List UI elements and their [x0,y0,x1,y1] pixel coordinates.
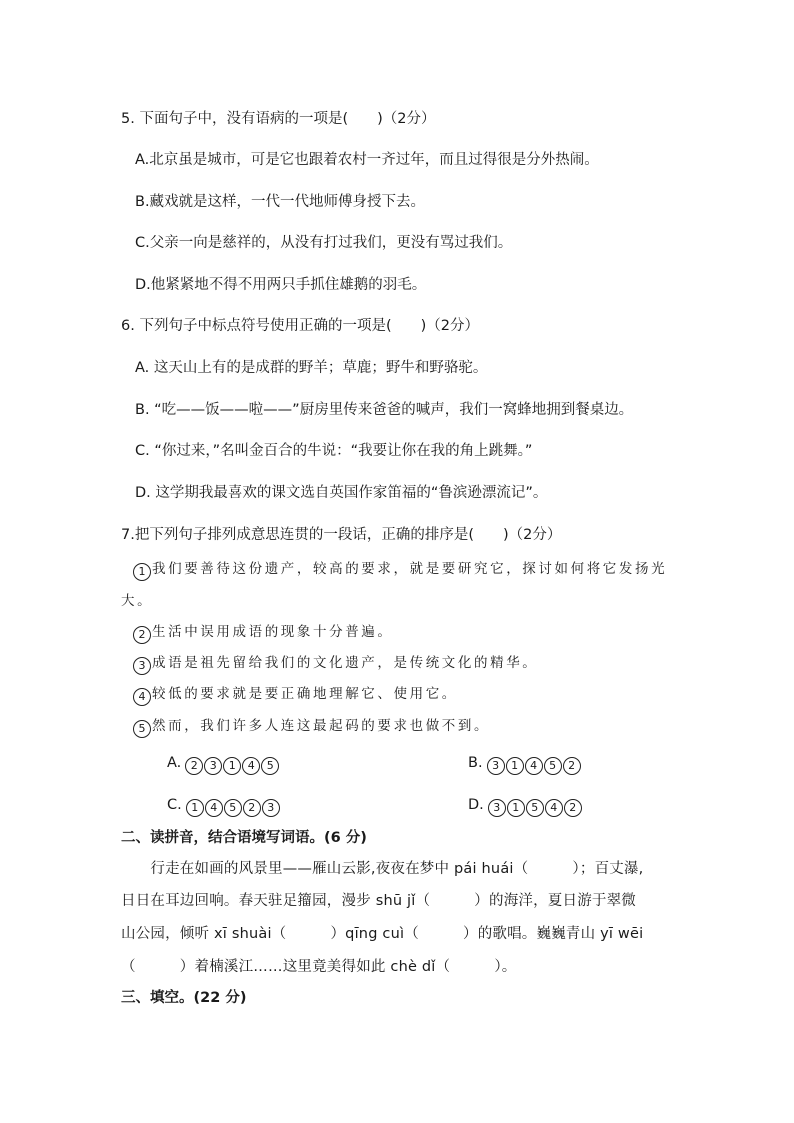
circled-number: 3 [487,757,505,775]
q6-option-b: B. “吃——饭——啦——”厨房里传来爸爸的喊声，我们一窝蜂地拥到餐桌边。 [135,402,634,418]
sentence-text: 然而，我们许多人连这最起码的要求也做不到。 [152,718,491,734]
choice-letter: B. [468,755,483,771]
circled-number: 3 [488,799,506,817]
circled-number: 2 [564,799,582,817]
circled-number: 4 [205,799,223,817]
circled-number: 2 [243,799,261,817]
q7-sentence-1 [133,559,667,581]
q7-choice-b [468,753,582,775]
q7-sentence-4 [133,684,458,706]
choice-letter: C. [167,797,182,813]
section2-line-2: 日日在耳边回响。春天驻足籀园，漫步 shū jǐ（ ）的海洋，夏日游于翠微 [121,893,637,909]
q7-choice-d [468,795,583,817]
q6-option-a: A. 这天山上有的是成群的野羊；草鹿；野牛和野骆驼。 [135,360,488,376]
sentence-text: 较低的要求就是要正确地理解它、使用它。 [152,686,458,702]
circled-number: 1 [133,563,151,581]
circled-number: 1 [223,757,241,775]
circled-number: 4 [133,688,151,706]
circled-number: 4 [545,799,563,817]
section2-line-3: 山公园，倾听 xī shuài（ ）qīng cuì（ ）的歌唱。巍巍青山 yī wēi [121,926,644,942]
circled-number: 5 [261,757,279,775]
circled-number: 1 [186,799,204,817]
choice-letter: D. [468,797,484,813]
q7-sentence-5 [133,716,490,738]
q5-option-b: B.藏戏就是这样，一代一代地师傅身授下去。 [135,194,426,210]
circled-number: 4 [242,757,260,775]
circled-number: 5 [224,799,242,817]
circled-number: 1 [506,757,524,775]
q7-sentence-2 [133,622,394,644]
sentence-text: 成语是祖先留给我们的文化遗产，是传统文化的精华。 [152,655,539,671]
circled-number: 2 [185,757,203,775]
circled-number: 2 [563,757,581,775]
circled-number: 1 [507,799,525,817]
circled-number: 5 [133,720,151,738]
choice-letter: A. [167,755,182,771]
q5-option-a: A.北京虽是城市，可是它也跟着农村一齐过年，而且过得很是分外热闹。 [135,152,599,168]
circled-number: 3 [133,657,151,675]
section3-heading: 三、填空。(22 分) [121,990,247,1006]
q7-choice-a [167,753,280,775]
circled-number: 4 [525,757,543,775]
q7-sentence-1-cont: 大。 [121,593,154,609]
sentence-text: 生活中误用成语的现象十分普遍。 [152,624,394,640]
circled-number: 3 [262,799,280,817]
sentence-text: 我们要善待这份遗产，较高的要求，就是要研究它，探讨如何将它发扬光 [152,561,668,577]
section2-line-1: 行走在如画的风景里——雁山云影,夜夜在梦中 pái huái（ ）；百丈瀑, [121,861,644,877]
q5-option-d: D.他紧紧地不得不用两只手抓住雄鹅的羽毛。 [135,277,427,293]
circled-number: 2 [133,626,151,644]
q6-option-c: C. “你过来，”名叫金百合的牛说：“我要让你在我的角上跳舞。” [135,443,533,459]
q5-option-c: C.父亲一向是慈祥的，从没有打过我们，更没有骂过我们。 [135,235,513,251]
circled-number: 5 [544,757,562,775]
q5-stem: 5. 下面句子中，没有语病的一项是( )（2分） [121,111,436,127]
section2-line-4: （ ）着楠溪江……这里竟美得如此 chè dǐ（ ）。 [121,959,517,975]
circled-number: 5 [526,799,544,817]
q6-option-d: D. 这学期我最喜欢的课文选自英国作家笛福的“鲁滨逊漂流记”。 [135,485,548,501]
circled-number: 3 [204,757,222,775]
q7-choice-c [167,795,281,817]
section2-heading: 二、读拼音，结合语境写词语。(6 分) [121,830,367,846]
q6-stem: 6. 下列句子中标点符号使用正确的一项是( )（2分） [121,318,479,334]
q7-sentence-3 [133,653,538,675]
q7-stem: 7.把下列句子排列成意思连贯的一段话，正确的排序是( )（2分） [121,527,562,543]
